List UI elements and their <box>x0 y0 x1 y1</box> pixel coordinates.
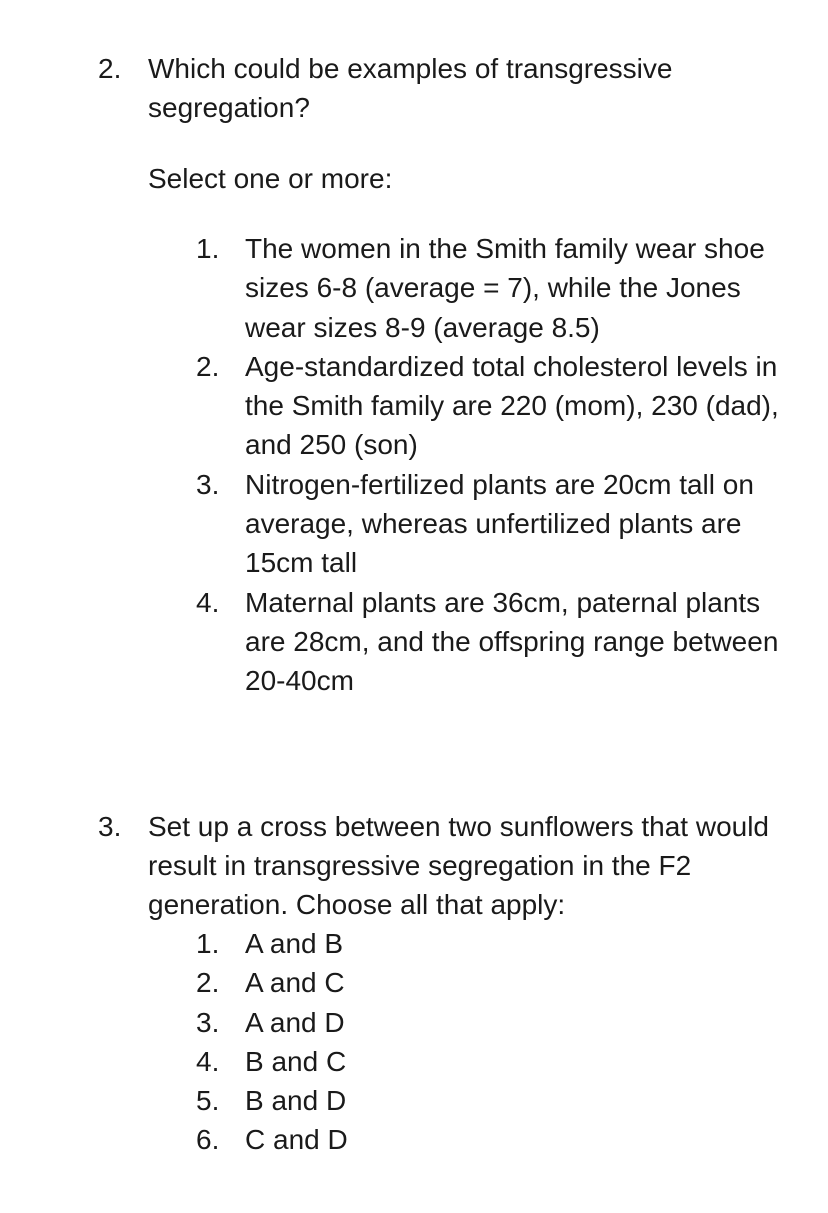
option-item[interactable] <box>196 583 798 701</box>
option-text: A and D <box>245 1006 345 1038</box>
option-number: 5. <box>196 1085 220 1117</box>
option-text: A and B <box>245 928 344 959</box>
question-3 <box>98 807 798 1160</box>
option-item[interactable] <box>196 1120 798 1159</box>
option-item[interactable] <box>196 465 798 583</box>
option-number: 2. <box>196 967 220 999</box>
option-number: 4. <box>196 1045 220 1077</box>
option-text: Maternal plants are 36cm, paternal plants are 28cm, and the offspring range between 20-40cm <box>245 586 779 697</box>
option-number: 3. <box>196 468 220 500</box>
option-item[interactable] <box>196 347 798 465</box>
option-item[interactable] <box>196 1081 798 1120</box>
question-text: Set up a cross between two sunflowers that would result in transgressive segregation in the F2 generation. Choose all that apply: <box>148 811 770 920</box>
option-number: 6. <box>196 1124 220 1156</box>
option-text: Nitrogen-fertilized plants are 20cm tall on average, whereas unfertilized plants are 15cm tall <box>245 468 754 579</box>
option-item[interactable] <box>196 924 798 963</box>
option-number: 1. <box>196 233 220 264</box>
option-item[interactable] <box>196 1003 798 1042</box>
option-item[interactable] <box>196 963 798 1002</box>
option-item[interactable] <box>196 1042 798 1081</box>
option-text: The women in the Smith family wear shoe sizes 6-8 (average = 7), while the Jones wear sizes 8-9 (average 8.5) <box>245 233 765 343</box>
option-list <box>196 924 798 1160</box>
question-2 <box>98 49 798 701</box>
question-text: Which could be examples of transgressive segregation? <box>148 53 673 123</box>
option-number: 3. <box>196 1006 220 1038</box>
option-text: C and D <box>245 1124 348 1156</box>
option-text: B and D <box>245 1085 347 1117</box>
option-number: 1. <box>196 928 220 959</box>
question-number: 3. <box>98 811 122 842</box>
option-text: B and C <box>245 1045 347 1077</box>
option-text: A and C <box>245 967 345 999</box>
option-number: 2. <box>196 350 220 382</box>
option-number: 4. <box>196 586 220 618</box>
question-number: 2. <box>98 53 122 84</box>
option-text: Age-standardized total cholesterol levels in the Smith family are 220 (mom), 230 (dad), and 250 (son) <box>245 350 779 461</box>
option-item[interactable] <box>196 229 798 347</box>
question-instruction: Select one or more: <box>148 163 393 194</box>
option-list <box>196 229 798 701</box>
